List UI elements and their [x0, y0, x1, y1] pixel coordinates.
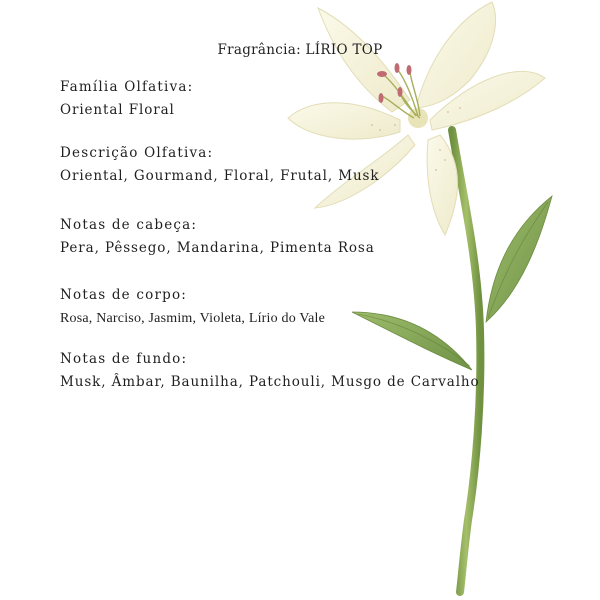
section-base-notes [60, 348, 480, 394]
section-value: Oriental Floral [60, 102, 175, 118]
fragrance-title: Fragrância: LÍRIO TOP [217, 42, 383, 58]
section-heading: Descrição Olfativa: [60, 145, 214, 161]
section-top-notes [60, 214, 375, 260]
section-value: Rosa, Narciso, Jasmim, Violeta, Lírio do Vale [60, 311, 326, 326]
section-olfactive-description [60, 142, 379, 188]
section-heading: Notas de cabeça: [60, 217, 198, 233]
section-olfactive-family [60, 76, 193, 122]
section-heading: Família Olfativa: [60, 79, 194, 95]
section-value: Musk, Âmbar, Baunilha, Patchouli, Musgo de Carvalho [60, 374, 480, 390]
lily-leaf-upper [486, 196, 552, 322]
section-heading: Notas de corpo: [60, 287, 188, 303]
section-heading: Notas de fundo: [60, 351, 188, 367]
section-value: Oriental, Gourmand, Floral, Frutal, Musk [60, 168, 380, 184]
section-heart-notes [60, 284, 325, 330]
section-value: Pera, Pêssego, Mandarina, Pimenta Rosa [60, 240, 375, 256]
lily-flower [288, 2, 545, 235]
